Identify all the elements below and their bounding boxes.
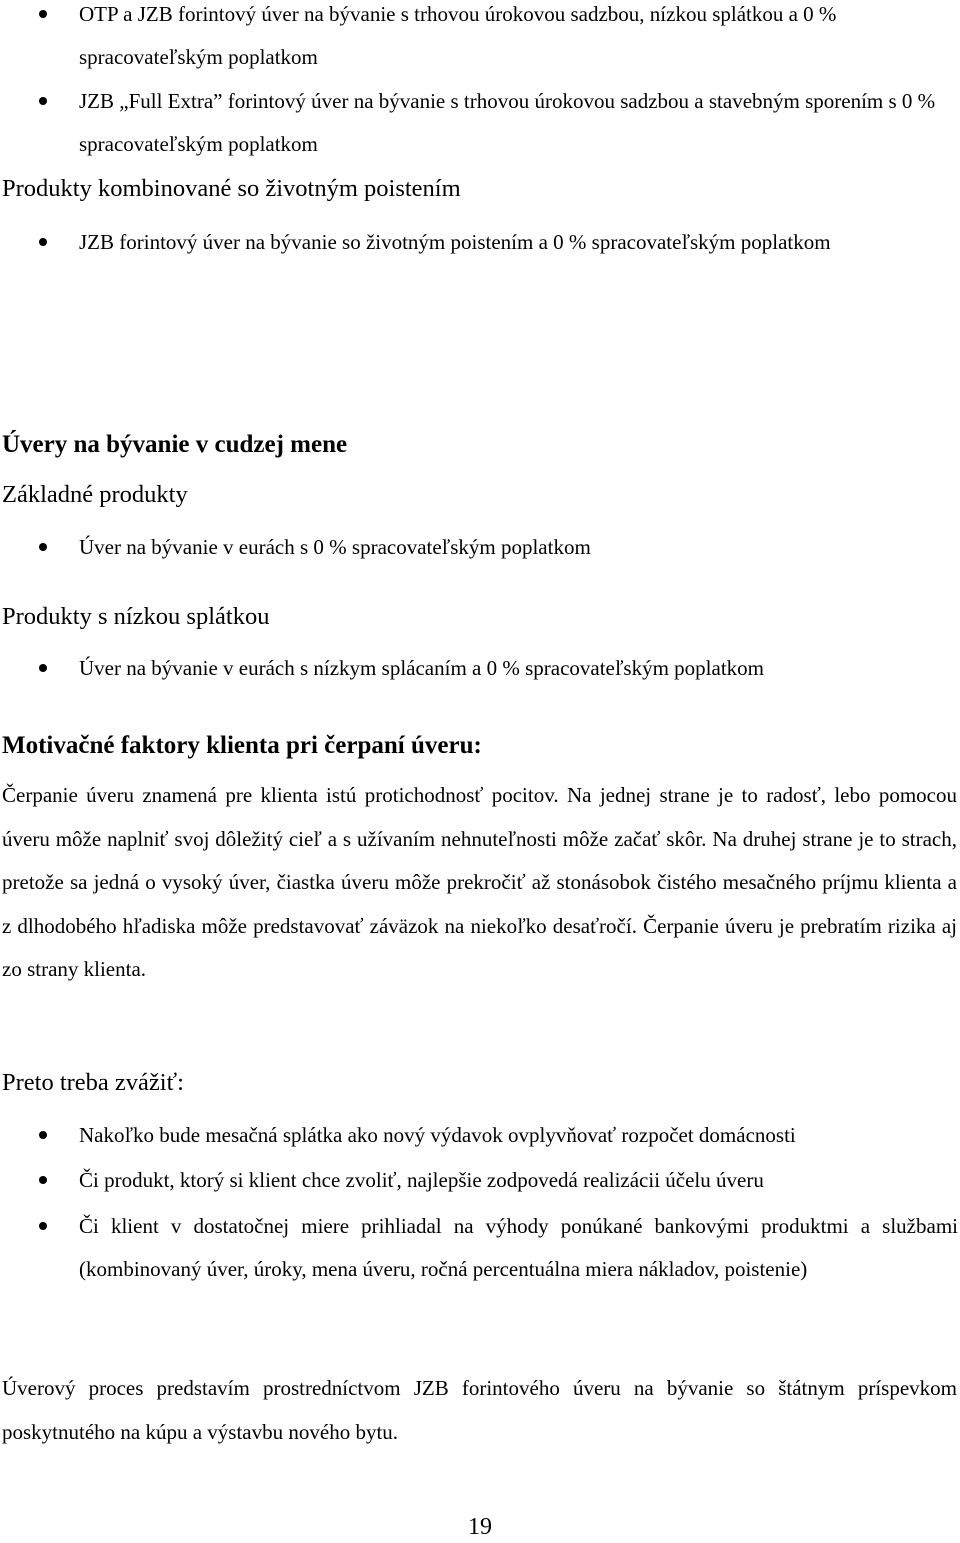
page-number: 19 — [468, 1514, 492, 1540]
section-heading: Produkty s nízkou splátkou — [2, 603, 270, 630]
list-item: Či produkt, ktorý si klient chce zvoliť, najlepšie zodpovedá realizácii účelu úveru — [79, 1168, 764, 1192]
section-heading: Produkty kombinované so životným poistením — [2, 175, 461, 202]
list-item: Nakoľko bude mesačná splátka ako nový výdavok ovplyvňovať rozpočet domácnosti — [79, 1123, 796, 1147]
paragraph: Úverový proces predstavím prostredníctvom JZB forintového úveru na bývanie so štátnym príspevkom poskytnutého na kúpu a výstavbu nového bytu. — [2, 1376, 957, 1444]
section-heading: Základné produkty — [2, 481, 188, 508]
list-item: Úver na bývanie v eurách s 0 % spracovateľským poplatkom — [79, 535, 591, 559]
list-item: JZB „Full Extra” forintový úver na bývanie s trhovou úrokovou sadzbou a stavebným sporením s 0 % spracovateľským poplatkom — [79, 89, 936, 156]
section-heading-bold: Motivačné faktory klienta pri čerpaní úveru: — [2, 732, 482, 759]
chapter-heading: Úvery na bývanie v cudzej mene — [2, 431, 348, 458]
list-item: JZB forintový úver na bývanie so životným poistením a 0 % spracovateľským poplatkom — [79, 230, 831, 254]
list-item: Úver na bývanie v eurách s nízkym splácaním a 0 % spracovateľským poplatkom — [79, 656, 764, 680]
list-item: Či klient v dostatočnej miere prihliadal na výhody ponúkané bankovými produktmi a službami (kombinovaný úver, úroky, mena úveru, ročná percentuálna miera nákladov, poistenie) — [79, 1214, 958, 1281]
section-heading: Preto treba zvážiť: — [2, 1069, 184, 1096]
paragraph: Čerpanie úveru znamená pre klienta istú protichodnosť pocitov. Na jednej strane je to radosť, lebo pomocou úveru môže naplniť svoj dôležitý cieľ a s užívaním nehnuteľnosti môže začať skôr. Na druhej strane je to strach, pretože sa jedná o vysoký úver, čiastka úveru môže prekročiť až stonásobok čistého mesačného príjmu klienta a z dlhodobého hľadiska môže predstavovať záväzok na niekoľko desaťročí. Čerpanie úveru je prebratím rizika aj zo strany klienta. — [2, 783, 957, 981]
list-item: OTP a JZB forintový úver na bývanie s trhovou úrokovou sadzbou, nízkou splátkou a 0 % spracovateľským poplatkom — [79, 2, 837, 69]
